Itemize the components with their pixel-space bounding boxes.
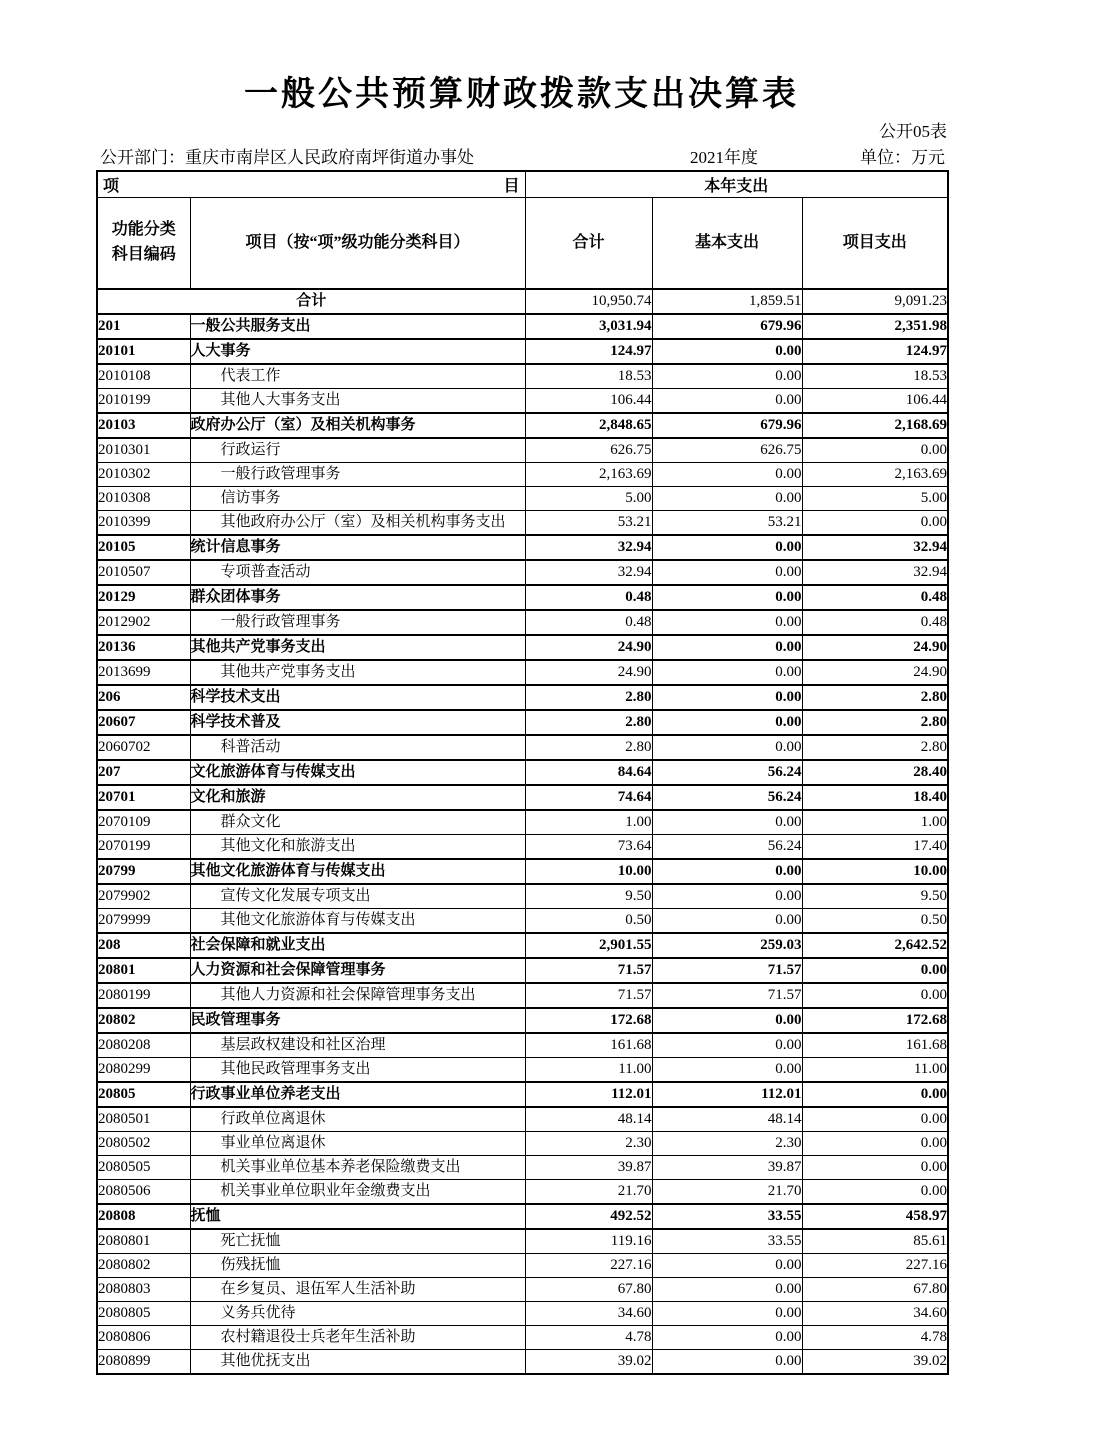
table-row [97, 760, 948, 785]
table-row [97, 660, 948, 685]
row-total-value: 172.68 [525, 1008, 652, 1033]
row-basic-value: 0.00 [652, 339, 802, 364]
table-row [97, 289, 948, 314]
row-basic-value: 0.00 [652, 710, 802, 735]
row-project-value: 458.97 [802, 1204, 948, 1229]
row-basic-value: 0.00 [652, 1033, 802, 1058]
row-project-value: 5.00 [802, 486, 948, 510]
row-code: 2010301 [97, 438, 190, 463]
row-basic-value: 1,859.51 [652, 289, 802, 314]
row-total-value: 161.68 [525, 1033, 652, 1058]
row-item: 科普活动 [190, 735, 525, 760]
row-total-value: 1.00 [525, 810, 652, 835]
row-item: 其他人大事务支出 [190, 388, 525, 413]
row-code: 20808 [97, 1204, 190, 1229]
row-basic-value: 2.30 [652, 1131, 802, 1155]
row-code: 2080502 [97, 1131, 190, 1155]
row-project-value: 9,091.23 [802, 289, 948, 314]
row-basic-value: 0.00 [652, 560, 802, 585]
col-header-basic: 基本支出 [652, 198, 802, 289]
table-row [97, 1349, 948, 1374]
row-total-value: 32.94 [525, 535, 652, 560]
row-total-value: 492.52 [525, 1204, 652, 1229]
row-item: 行政事业单位养老支出 [190, 1082, 525, 1107]
row-total-value: 24.90 [525, 635, 652, 660]
row-project-value: 106.44 [802, 388, 948, 413]
row-code: 2080806 [97, 1325, 190, 1349]
row-total-value: 9.50 [525, 884, 652, 909]
row-code: 20607 [97, 710, 190, 735]
row-project-value: 39.02 [802, 1349, 948, 1374]
col-header-total: 合计 [525, 198, 652, 289]
row-code: 2079902 [97, 884, 190, 909]
row-total-value: 112.01 [525, 1082, 652, 1107]
row-item: 一般行政管理事务 [190, 610, 525, 635]
row-project-value: 0.50 [802, 908, 948, 933]
row-total-value: 67.80 [525, 1277, 652, 1301]
table-row [97, 560, 948, 585]
row-total-value: 0.48 [525, 610, 652, 635]
row-basic-value: 48.14 [652, 1107, 802, 1132]
table-row [97, 462, 948, 486]
row-basic-value: 71.57 [652, 983, 802, 1008]
table-row [97, 710, 948, 735]
row-basic-value: 0.00 [652, 859, 802, 884]
table-row [97, 1253, 948, 1277]
table-row [97, 486, 948, 510]
row-total-value: 18.53 [525, 364, 652, 389]
row-basic-value: 0.00 [652, 735, 802, 760]
table-row [97, 364, 948, 389]
row-basic-value: 21.70 [652, 1179, 802, 1204]
row-basic-value: 71.57 [652, 958, 802, 983]
row-code: 2080299 [97, 1057, 190, 1082]
table-row [97, 585, 948, 610]
row-total-value: 48.14 [525, 1107, 652, 1132]
table-row [97, 339, 948, 364]
row-code: 2080501 [97, 1107, 190, 1132]
table-row [97, 933, 948, 958]
department-label: 公开部门：重庆市南岸区人民政府南坪街道办事处 [100, 147, 474, 167]
row-project-value: 0.00 [802, 983, 948, 1008]
document-info-row [96, 143, 947, 170]
row-project-value: 10.00 [802, 859, 948, 884]
row-basic-value: 0.00 [652, 364, 802, 389]
header-item-span [97, 171, 525, 198]
row-code: 2080802 [97, 1253, 190, 1277]
row-code: 2010199 [97, 388, 190, 413]
row-total-value: 2,848.65 [525, 413, 652, 438]
table-body [97, 289, 948, 1374]
row-project-value: 2,642.52 [802, 933, 948, 958]
row-basic-value: 0.00 [652, 660, 802, 685]
row-project-value: 0.00 [802, 1179, 948, 1204]
table-row [97, 859, 948, 884]
page-title: 一般公共预算财政拨款支出决算表 [244, 75, 799, 113]
row-item: 科学技术支出 [190, 685, 525, 710]
table-row [97, 735, 948, 760]
table-row [97, 1082, 948, 1107]
row-basic-value: 0.00 [652, 908, 802, 933]
table-row [97, 610, 948, 635]
row-total-value: 10.00 [525, 859, 652, 884]
row-project-value: 2.80 [802, 735, 948, 760]
row-item: 统计信息事务 [190, 535, 525, 560]
row-item: 其他共产党事务支出 [190, 660, 525, 685]
row-code: 2013699 [97, 660, 190, 685]
row-total-value: 2.80 [525, 685, 652, 710]
row-code: 2010108 [97, 364, 190, 389]
row-basic-value: 56.24 [652, 760, 802, 785]
row-item: 民政管理事务 [190, 1008, 525, 1033]
row-basic-value: 0.00 [652, 535, 802, 560]
col-header-code: 功能分类科目编码 [97, 198, 190, 289]
table-row [97, 884, 948, 909]
row-code: 20136 [97, 635, 190, 660]
row-total-value: 4.78 [525, 1325, 652, 1349]
row-item: 社会保障和就业支出 [190, 933, 525, 958]
row-basic-value: 679.96 [652, 314, 802, 339]
header-item-right: 目 [503, 178, 520, 196]
row-total-value: 11.00 [525, 1057, 652, 1082]
row-code: 2080199 [97, 983, 190, 1008]
row-project-value: 0.00 [802, 438, 948, 463]
row-project-value: 0.00 [802, 1082, 948, 1107]
header-item-left: 项 [103, 178, 120, 196]
row-item: 其他文化和旅游支出 [190, 834, 525, 859]
table-row [97, 388, 948, 413]
row-code: 20103 [97, 413, 190, 438]
row-code: 20701 [97, 785, 190, 810]
row-total-value: 10,950.74 [525, 289, 652, 314]
row-basic-value: 0.00 [652, 1349, 802, 1374]
row-item: 义务兵优待 [190, 1301, 525, 1325]
row-project-value: 2.80 [802, 710, 948, 735]
row-basic-value: 626.75 [652, 438, 802, 463]
row-basic-value: 0.00 [652, 1277, 802, 1301]
table-row [97, 834, 948, 859]
row-basic-value: 0.00 [652, 585, 802, 610]
row-code: 2060702 [97, 735, 190, 760]
table-row [97, 685, 948, 710]
row-item: 机关事业单位职业年金缴费支出 [190, 1179, 525, 1204]
row-code: 2080801 [97, 1229, 190, 1254]
table-row [97, 810, 948, 835]
form-code-label: 公开05表 [879, 121, 947, 141]
row-item: 群众团体事务 [190, 585, 525, 610]
row-total-value: 84.64 [525, 760, 652, 785]
col-header-item: 项目（按“项”级功能分类科目） [190, 198, 525, 289]
row-item: 其他政府办公厅（室）及相关机构事务支出 [190, 510, 525, 535]
table-row [97, 535, 948, 560]
table-row [97, 1155, 948, 1179]
row-code: 2010399 [97, 510, 190, 535]
row-basic-value: 0.00 [652, 810, 802, 835]
table-row [97, 1107, 948, 1132]
table-row [97, 1033, 948, 1058]
row-item: 其他人力资源和社会保障管理事务支出 [190, 983, 525, 1008]
row-item: 机关事业单位基本养老保险缴费支出 [190, 1155, 525, 1179]
row-item: 基层政权建设和社区治理 [190, 1033, 525, 1058]
row-project-value: 32.94 [802, 535, 948, 560]
row-project-value: 0.00 [802, 1155, 948, 1179]
table-row [97, 1057, 948, 1082]
row-total-value: 21.70 [525, 1179, 652, 1204]
row-project-value: 0.48 [802, 610, 948, 635]
row-code: 2080803 [97, 1277, 190, 1301]
row-project-value: 2,163.69 [802, 462, 948, 486]
row-item: 其他文化旅游体育与传媒支出 [190, 859, 525, 884]
row-code: 2070199 [97, 834, 190, 859]
row-basic-value: 33.55 [652, 1229, 802, 1254]
table-row [97, 1229, 948, 1254]
row-project-value: 0.00 [802, 958, 948, 983]
row-total-value: 2.80 [525, 735, 652, 760]
row-item: 政府办公厅（室）及相关机构事务 [190, 413, 525, 438]
row-total-value: 626.75 [525, 438, 652, 463]
row-project-value: 67.80 [802, 1277, 948, 1301]
table-row [97, 413, 948, 438]
row-item: 代表工作 [190, 364, 525, 389]
table-row [97, 785, 948, 810]
row-total-value: 124.97 [525, 339, 652, 364]
row-project-value: 9.50 [802, 884, 948, 909]
row-item: 抚恤 [190, 1204, 525, 1229]
row-total-value: 34.60 [525, 1301, 652, 1325]
fiscal-year-label: 2021年度 [690, 147, 758, 167]
table-row [97, 1277, 948, 1301]
row-code: 207 [97, 760, 190, 785]
row-project-value: 18.53 [802, 364, 948, 389]
row-code: 20802 [97, 1008, 190, 1033]
row-total-value: 0.48 [525, 585, 652, 610]
row-item: 农村籍退役士兵老年生活补助 [190, 1325, 525, 1349]
row-code: 20101 [97, 339, 190, 364]
header-current-year: 本年支出 [525, 171, 948, 198]
row-item: 伤残抚恤 [190, 1253, 525, 1277]
row-project-value: 172.68 [802, 1008, 948, 1033]
row-code: 2080505 [97, 1155, 190, 1179]
row-basic-value: 33.55 [652, 1204, 802, 1229]
table-row [97, 438, 948, 463]
row-project-value: 0.00 [802, 510, 948, 535]
row-project-value: 2.80 [802, 685, 948, 710]
row-project-value: 24.90 [802, 660, 948, 685]
row-code: 2010302 [97, 462, 190, 486]
row-total-value: 39.02 [525, 1349, 652, 1374]
row-project-value: 18.40 [802, 785, 948, 810]
row-project-value: 24.90 [802, 635, 948, 660]
row-project-value: 11.00 [802, 1057, 948, 1082]
row-project-value: 85.61 [802, 1229, 948, 1254]
table-row [97, 908, 948, 933]
row-total-value: 119.16 [525, 1229, 652, 1254]
row-code: 20129 [97, 585, 190, 610]
row-project-value: 124.97 [802, 339, 948, 364]
col-header-project: 项目支出 [802, 198, 948, 289]
row-code: 2080506 [97, 1179, 190, 1204]
row-item: 其他共产党事务支出 [190, 635, 525, 660]
row-total-value: 39.87 [525, 1155, 652, 1179]
row-item: 其他民政管理事务支出 [190, 1057, 525, 1082]
header-row-1 [97, 171, 948, 198]
table-row [97, 958, 948, 983]
row-project-value: 32.94 [802, 560, 948, 585]
row-code: 208 [97, 933, 190, 958]
row-basic-value: 0.00 [652, 1008, 802, 1033]
row-code: 20799 [97, 859, 190, 884]
row-total-value: 71.57 [525, 983, 652, 1008]
row-item: 信访事务 [190, 486, 525, 510]
row-code: 2070109 [97, 810, 190, 835]
row-item: 科学技术普及 [190, 710, 525, 735]
row-project-value: 0.00 [802, 1107, 948, 1132]
row-item: 一般行政管理事务 [190, 462, 525, 486]
row-item: 在乡复员、退伍军人生活补助 [190, 1277, 525, 1301]
row-project-value: 2,168.69 [802, 413, 948, 438]
row-project-value: 227.16 [802, 1253, 948, 1277]
row-total-value: 73.64 [525, 834, 652, 859]
table-row [97, 983, 948, 1008]
row-basic-value: 39.87 [652, 1155, 802, 1179]
row-project-value: 2,351.98 [802, 314, 948, 339]
row-item: 事业单位离退休 [190, 1131, 525, 1155]
row-project-value: 1.00 [802, 810, 948, 835]
expenditure-table [96, 170, 949, 1375]
row-project-value: 34.60 [802, 1301, 948, 1325]
row-project-value: 161.68 [802, 1033, 948, 1058]
row-code: 20105 [97, 535, 190, 560]
row-item: 其他优抚支出 [190, 1349, 525, 1374]
row-code: 2010308 [97, 486, 190, 510]
row-code: 2080208 [97, 1033, 190, 1058]
row-project-value: 4.78 [802, 1325, 948, 1349]
row-total-value: 5.00 [525, 486, 652, 510]
row-basic-value: 0.00 [652, 388, 802, 413]
row-item: 行政单位离退休 [190, 1107, 525, 1132]
row-basic-value: 679.96 [652, 413, 802, 438]
row-total-value: 53.21 [525, 510, 652, 535]
row-total-value: 32.94 [525, 560, 652, 585]
row-item: 群众文化 [190, 810, 525, 835]
row-total-value: 2.80 [525, 710, 652, 735]
row-basic-value: 0.00 [652, 1253, 802, 1277]
row-project-value: 0.00 [802, 1131, 948, 1155]
row-basic-value: 56.24 [652, 834, 802, 859]
table-row [97, 635, 948, 660]
unit-label: 单位：万元 [860, 147, 945, 167]
row-basic-value: 0.00 [652, 884, 802, 909]
table-row [97, 1008, 948, 1033]
table-row [97, 510, 948, 535]
row-basic-value: 259.03 [652, 933, 802, 958]
row-code: 2079999 [97, 908, 190, 933]
row-total-value: 24.90 [525, 660, 652, 685]
row-project-value: 28.40 [802, 760, 948, 785]
row-project-value: 0.48 [802, 585, 948, 610]
row-code: 206 [97, 685, 190, 710]
table-header [97, 171, 948, 289]
row-item: 死亡抚恤 [190, 1229, 525, 1254]
row-code: 2012902 [97, 610, 190, 635]
row-basic-value: 0.00 [652, 1057, 802, 1082]
row-code: 2010507 [97, 560, 190, 585]
row-code: 201 [97, 314, 190, 339]
table-row [97, 1204, 948, 1229]
table-row [97, 1131, 948, 1155]
row-basic-value: 0.00 [652, 610, 802, 635]
row-total-value: 227.16 [525, 1253, 652, 1277]
row-item: 专项普查活动 [190, 560, 525, 585]
row-item: 一般公共服务支出 [190, 314, 525, 339]
row-code: 2080899 [97, 1349, 190, 1374]
table-row [97, 314, 948, 339]
row-item: 行政运行 [190, 438, 525, 463]
row-item: 人力资源和社会保障管理事务 [190, 958, 525, 983]
row-item: 宣传文化发展专项支出 [190, 884, 525, 909]
table-row [97, 1179, 948, 1204]
row-item: 文化和旅游 [190, 785, 525, 810]
row-total-value: 74.64 [525, 785, 652, 810]
row-project-value: 17.40 [802, 834, 948, 859]
table-row [97, 1301, 948, 1325]
header-row-2 [97, 198, 948, 289]
row-code: 2080805 [97, 1301, 190, 1325]
row-basic-value: 0.00 [652, 1301, 802, 1325]
row-basic-value: 0.00 [652, 635, 802, 660]
row-basic-value: 0.00 [652, 486, 802, 510]
row-total-value: 3,031.94 [525, 314, 652, 339]
row-item: 文化旅游体育与传媒支出 [190, 760, 525, 785]
row-total-label: 合计 [97, 289, 525, 314]
row-total-value: 106.44 [525, 388, 652, 413]
row-basic-value: 0.00 [652, 1325, 802, 1349]
row-basic-value: 0.00 [652, 685, 802, 710]
row-item: 其他文化旅游体育与传媒支出 [190, 908, 525, 933]
document-page [96, 0, 947, 1375]
row-total-value: 71.57 [525, 958, 652, 983]
row-basic-value: 0.00 [652, 462, 802, 486]
row-total-value: 0.50 [525, 908, 652, 933]
row-total-value: 2,163.69 [525, 462, 652, 486]
row-basic-value: 56.24 [652, 785, 802, 810]
row-basic-value: 112.01 [652, 1082, 802, 1107]
row-basic-value: 53.21 [652, 510, 802, 535]
row-item: 人大事务 [190, 339, 525, 364]
row-code: 20805 [97, 1082, 190, 1107]
row-total-value: 2,901.55 [525, 933, 652, 958]
row-total-value: 2.30 [525, 1131, 652, 1155]
row-code: 20801 [97, 958, 190, 983]
table-row [97, 1325, 948, 1349]
